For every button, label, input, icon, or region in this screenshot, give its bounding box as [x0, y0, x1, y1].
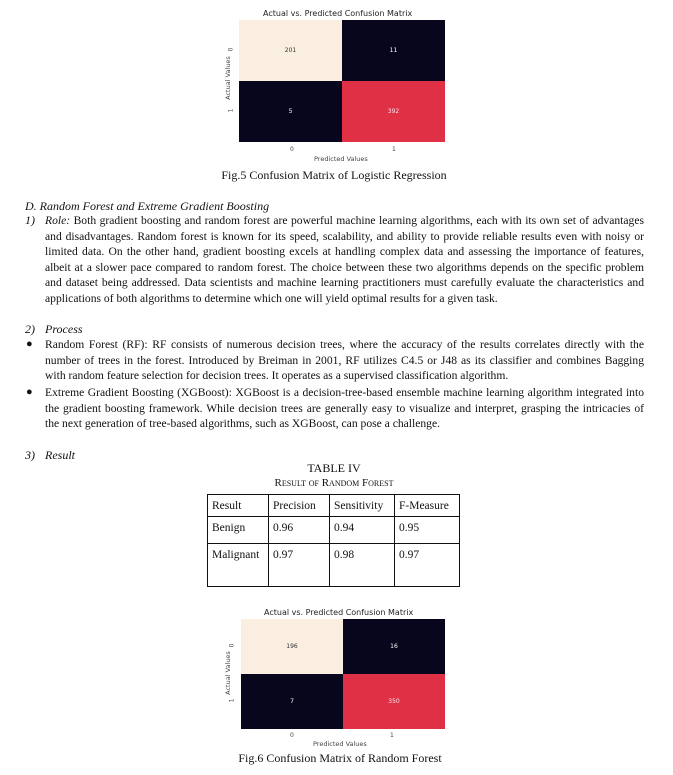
process-label: Process	[45, 322, 83, 336]
x-tick-0: 0	[290, 732, 294, 739]
figure-title: Actual vs. Predicted Confusion Matrix	[263, 9, 413, 18]
table-row	[208, 517, 460, 544]
table-row	[208, 544, 460, 587]
y-tick-0: 0	[228, 643, 236, 648]
figure-caption: Fig.6 Confusion Matrix of Random Forest	[238, 751, 442, 765]
table-header-row	[208, 495, 460, 517]
y-axis-label: Actual Values	[224, 56, 232, 100]
header-precision: Precision	[269, 495, 330, 517]
figure-caption: Fig.5 Confusion Matrix of Logistic Regression	[221, 168, 447, 182]
cell-tn: 196	[241, 619, 343, 674]
row-label: Malignant	[208, 544, 269, 587]
row-sensitivity: 0.94	[330, 517, 395, 544]
cell-fn: 5	[239, 81, 342, 142]
x-tick-0: 0	[290, 146, 294, 153]
bullet-marker-rf: ●	[26, 338, 33, 350]
row-f-measure: 0.97	[395, 544, 460, 587]
figure-random-forest	[0, 600, 673, 775]
bullet-marker-xgb: ●	[26, 386, 33, 398]
confusion-matrix	[241, 619, 445, 729]
cell-fn: 7	[241, 674, 343, 729]
row-precision: 0.97	[269, 544, 330, 587]
figure-logistic-regression	[0, 0, 673, 185]
y-tick-1: 1	[228, 698, 236, 703]
section-heading: D. Random Forest and Extreme Gradient Boosting	[25, 199, 270, 213]
row-precision: 0.96	[269, 517, 330, 544]
cell-fp: 16	[343, 619, 445, 674]
x-tick-1: 1	[392, 146, 396, 153]
role-paragraph	[45, 213, 644, 307]
y-tick-0: 0	[227, 47, 235, 52]
figure-title: Actual vs. Predicted Confusion Matrix	[264, 608, 414, 617]
cell-tn: 201	[239, 20, 342, 81]
x-axis-label: Predicted Values	[314, 155, 368, 163]
table-title: TABLE IV	[307, 461, 361, 475]
header-f-measure: F-Measure	[395, 495, 460, 517]
header-result: Result	[208, 495, 269, 517]
x-axis-label: Predicted Values	[313, 740, 367, 748]
y-axis-label: Actual Values	[224, 651, 232, 695]
role-label: Role:	[45, 214, 71, 227]
process-number: 2)	[25, 322, 35, 336]
bullet-xgb: Extreme Gradient Boosting (XGBoost): XGBoost is a decision-tree-based ensemble machine learning algorithm integrated into the gradient boosting framework. While decision trees are generally easy to visualize and interpret, grasping the intricacies of the next generation of tree-based algorithms, such as XGBoost, can pose a challenge.	[45, 386, 644, 431]
x-tick-1: 1	[390, 732, 394, 739]
table-subtitle: Result of Random Forest	[274, 477, 394, 489]
result-number: 3)	[25, 448, 35, 462]
cell-fp: 11	[342, 20, 445, 81]
role-text: Both gradient boosting and random forest are powerful machine learning algorithms, each with its own set of advantages and disadvantages. Random forest is known for its speed, scalability, and ability to provide reliable results even with noisy or limited data. On the other hand, gradient boosting excels at handling complex data and assessing the importance of features, albeit at a slower pace compared to random forest. The choice between these two algorithms depends on the specific problem and dataset being addressed. Data scientists and machine learning practitioners must carefully evaluate the characteristics and applications of both algorithms to determine which one will yield optimal results for a given task.	[45, 214, 644, 305]
results-table	[207, 494, 460, 587]
header-sensitivity: Sensitivity	[330, 495, 395, 517]
row-sensitivity: 0.98	[330, 544, 395, 587]
cell-tp: 392	[342, 81, 445, 142]
bullet-rf: Random Forest (RF): RF consists of numerous decision trees, where the accuracy of the results correlates directly with the number of trees in the forest. Introduced by Breiman in 2001, RF utilizes C4.5 or J48 as its classifier and combines Bagging with random feature selection for decision trees. It operates as a supervised classification algorithm.	[45, 338, 644, 383]
y-tick-1: 1	[227, 108, 235, 113]
cell-tp: 350	[343, 674, 445, 729]
result-label: Result	[45, 448, 75, 462]
role-number: 1)	[25, 213, 35, 227]
row-label: Benign	[208, 517, 269, 544]
confusion-matrix	[239, 20, 445, 142]
row-f-measure: 0.95	[395, 517, 460, 544]
